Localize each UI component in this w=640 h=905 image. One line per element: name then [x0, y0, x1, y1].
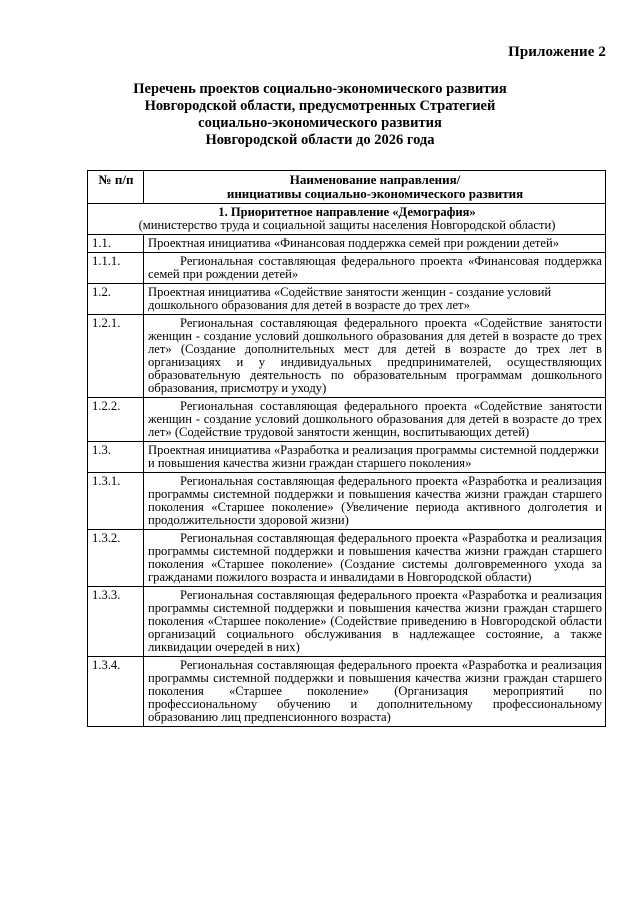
header-name-line: Наименование направления/ [289, 172, 461, 187]
header-name-line: инициативы социально-экономического развития [226, 186, 524, 201]
regional-component-text: Региональная составляющая федерального проекта «Разработка и реализация программы системной поддержки и повышения качества жизни граждан старшего поколения «Старшее поколение» (Создание системы долговременного ухода за гражданами пожилого возраста и инвалидами в Новгородской области) [144, 530, 606, 587]
table-row [88, 235, 606, 253]
regional-component-text: Региональная составляющая федерального проекта «Финансовая поддержка семей при рождении детей» [144, 253, 606, 284]
section-cell [88, 204, 606, 235]
regional-component-text: Региональная составляющая федерального проекта «Разработка и реализация программы системной поддержки и повышения качества жизни граждан старшего поколения «Старшее поколение» (Организация мероприятий по профессиональному обучению и дополнительному профессиональному образованию лиц предпенсионного возраста) [144, 657, 606, 727]
table-row [88, 473, 606, 530]
regional-component-text: Региональная составляющая федерального проекта «Содействие занятости женщин - создание условий дошкольного образования для детей в возрасте до трех лет» (Содействие трудовой занятости женщин, воспитывающих детей) [144, 398, 606, 442]
section-subtitle: (министерство труда и социальной защиты населения Новгородской области) [138, 218, 556, 232]
table-row [88, 657, 606, 727]
title-line: Новгородской области, предусмотренных Стратегией [144, 98, 496, 114]
table-row [88, 398, 606, 442]
table-row [88, 253, 606, 284]
title-line: Новгородской области до 2026 года [205, 132, 435, 148]
row-number: 1.3.3. [88, 587, 144, 657]
row-number: 1.2.2. [88, 398, 144, 442]
regional-component-text: Региональная составляющая федерального проекта «Содействие занятости женщин - создание условий дошкольного образования для детей в возрасте до трех лет» (Создание дополнительных мест для детей в возрасте до трех лет в организациях и у индивидуальных предпринимателей, осуществляющих образовательную деятельность по образовательным программам дошкольного образования, присмотру и уходу) [144, 315, 606, 398]
table-row [88, 530, 606, 587]
table-row [88, 315, 606, 398]
row-number: 1.3.4. [88, 657, 144, 727]
header-name [144, 171, 606, 204]
row-number: 1.3. [88, 442, 144, 473]
row-number: 1.2. [88, 284, 144, 315]
appendix-label: Приложение 2 [508, 44, 606, 60]
document-title [0, 81, 640, 149]
title-line: социально-экономического развития [198, 115, 442, 131]
row-number: 1.2.1. [88, 315, 144, 398]
initiative-text: Проектная инициатива «Разработка и реализация программы системной поддержки и повышения качества жизни граждан старшего поколения» [144, 442, 606, 473]
row-number: 1.3.1. [88, 473, 144, 530]
row-number: 1.3.2. [88, 530, 144, 587]
title-line: Перечень проектов социально-экономического развития [133, 81, 507, 97]
header-num: № п/п [88, 171, 144, 204]
row-number: 1.1.1. [88, 253, 144, 284]
row-number: 1.1. [88, 235, 144, 253]
section-row [88, 204, 606, 235]
table-header-row [88, 171, 606, 204]
regional-component-text: Региональная составляющая федерального проекта «Разработка и реализация программы системной поддержки и повышения качества жизни граждан старшего поколения «Старшее поколение» (Увеличение периода активного долголетия и продолжительности здоровой жизни) [144, 473, 606, 530]
table-row [88, 587, 606, 657]
initiative-text: Проектная инициатива «Финансовая поддержка семей при рождении детей» [144, 235, 606, 253]
projects-table [87, 170, 606, 727]
table-row [88, 442, 606, 473]
section-title: 1. Приоритетное направление «Демография» [218, 205, 476, 219]
initiative-text: Проектная инициатива «Содействие занятости женщин - создание условий дошкольного образования для детей в возрасте до трех лет» [144, 284, 606, 315]
regional-component-text: Региональная составляющая федерального проекта «Разработка и реализация программы системной поддержки и повышения качества жизни граждан старшего поколения «Старшее поколение» (Содействие приведению в Новгородской области организаций социального обслуживания в надлежащее состояние, а также ликвидации очередей в них) [144, 587, 606, 657]
table-row [88, 284, 606, 315]
